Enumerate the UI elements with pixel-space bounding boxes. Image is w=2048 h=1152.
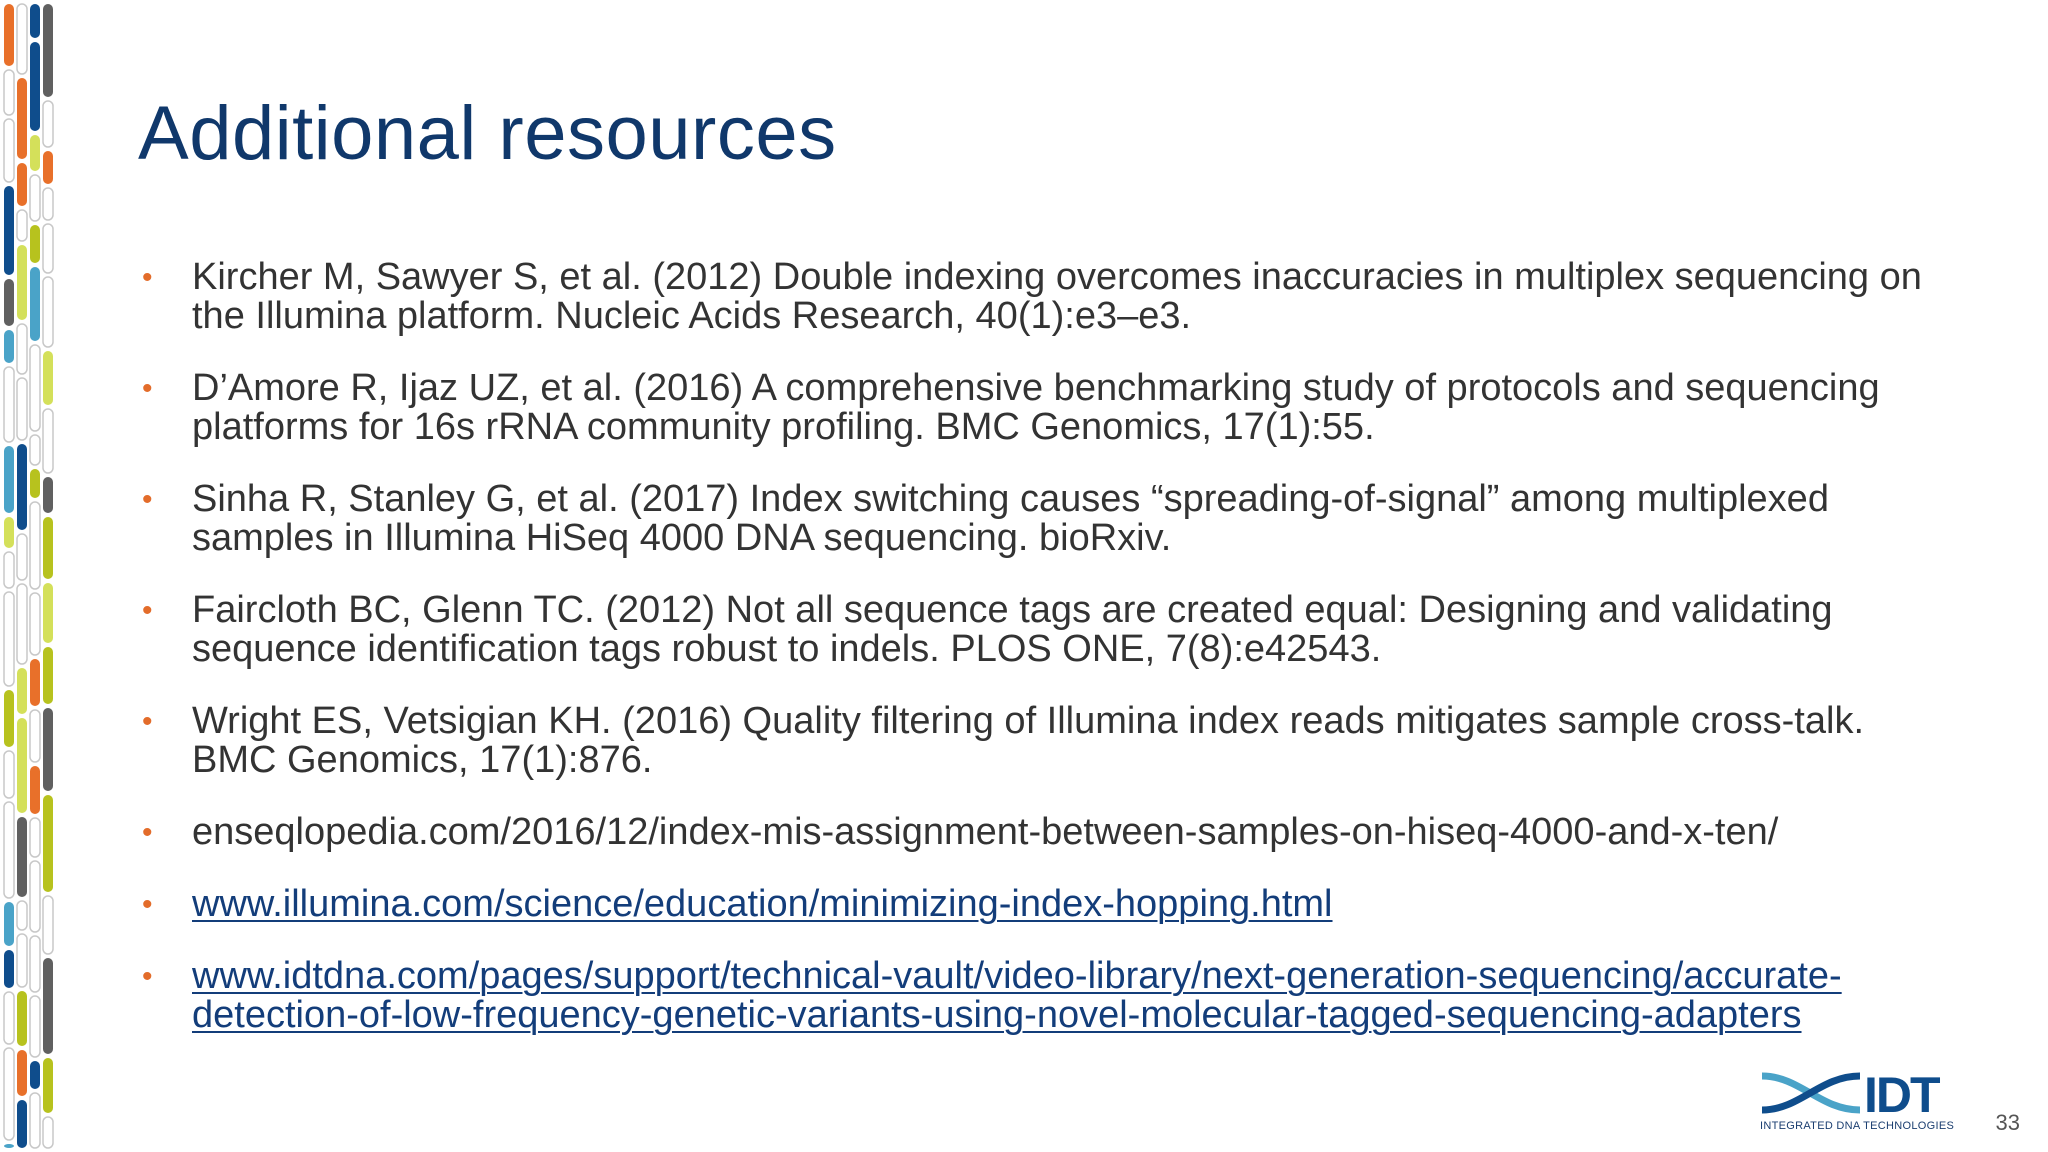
deco-bar [30, 1061, 40, 1089]
deco-bar [17, 991, 27, 1046]
bullet-icon: • [142, 483, 153, 516]
bullet-icon: • [142, 960, 153, 993]
reference-text: Faircloth BC, Glenn TC. (2012) Not all sequence tags are created equal: Designing and validating sequence identification tags robust to indels. PLOS ONE, 7(8):e42543. [192, 589, 1833, 670]
deco-bar [43, 409, 53, 473]
deco-bar [17, 4, 27, 74]
deco-bar [17, 934, 27, 987]
deco-bar [43, 188, 53, 220]
deco-bar [4, 950, 14, 988]
reference-item [138, 258, 1928, 336]
deco-bar [4, 1144, 14, 1148]
bullet-icon: • [142, 372, 153, 405]
deco-bar [30, 710, 40, 762]
bullet-icon: • [142, 705, 153, 738]
reference-link-item [138, 957, 1928, 1035]
reference-item [138, 702, 1928, 780]
reference-item [138, 369, 1928, 447]
deco-bar [30, 659, 40, 706]
deco-bar [30, 4, 40, 38]
deco-bar [30, 766, 40, 814]
reference-text: Sinha R, Stanley G, et al. (2017) Index switching causes “spreading-of-signal” among multiplexed samples in Illumina HiSeq 4000 DNA sequencing. bioRxiv. [192, 478, 1829, 559]
deco-bar [30, 861, 40, 932]
deco-bar [4, 592, 14, 686]
deco-bar [4, 330, 14, 363]
reference-text: Kircher M, Sawyer S, et al. (2012) Double indexing overcomes inaccuracies in multiplex sequencing on the Illumina platform. Nucleic Acids Research, 40(1):e3–e3. [192, 256, 1922, 337]
deco-bar [43, 647, 53, 704]
deco-bar [17, 444, 27, 530]
deco-bar [4, 4, 14, 66]
reference-link-item [138, 885, 1928, 924]
deco-bar [30, 593, 40, 655]
deco-bar [4, 1048, 14, 1140]
deco-bar [17, 584, 27, 664]
deco-bar [4, 751, 14, 798]
deco-bar [43, 1058, 53, 1113]
deco-bar [30, 996, 40, 1057]
deco-bar [4, 690, 14, 747]
deco-bar [4, 279, 14, 326]
deco-bar [43, 517, 53, 579]
reference-list [138, 258, 1928, 1068]
deco-bar [43, 1117, 53, 1148]
bullet-icon: • [142, 261, 153, 294]
deco-bar [43, 896, 53, 954]
deco-bar [43, 708, 53, 791]
illumina-link[interactable]: www.illumina.com/science/education/minimizing-index-hopping.html [192, 883, 1333, 925]
deco-bar [30, 818, 40, 857]
deco-bar [30, 345, 40, 431]
deco-bar [17, 1050, 27, 1096]
deco-bar [17, 245, 27, 320]
deco-bar [43, 583, 53, 643]
reference-text: enseqlopedia.com/2016/12/index-mis-assignment-between-samples-on-hiseq-4000-and-x-ten/ [192, 811, 1779, 853]
deco-bar [17, 718, 27, 813]
deco-bar [17, 78, 27, 159]
deco-bar [43, 351, 53, 405]
deco-bar [30, 435, 40, 465]
deco-bar [17, 163, 27, 206]
deco-bar [43, 277, 53, 347]
deco-bar [17, 210, 27, 241]
page-number: 33 [1995, 1110, 2020, 1135]
deco-bar [4, 119, 14, 182]
deco-bar [17, 534, 27, 580]
deco-bar [43, 151, 53, 184]
deco-bar [30, 1093, 40, 1148]
deco-bar [4, 992, 14, 1044]
deco-bar [4, 446, 14, 513]
logo-subtitle: INTEGRATED DNA TECHNOLOGIES [1760, 1120, 1955, 1132]
reference-text: Wright ES, Vetsigian KH. (2016) Quality filtering of Illumina index reads mitigates sample cross-talk. BMC Genomics, 17(1):876. [192, 700, 1864, 781]
idt-logo [1760, 1068, 1976, 1134]
deco-bar [4, 802, 14, 898]
deco-bar [4, 902, 14, 946]
reference-item [138, 591, 1928, 669]
deco-bar [4, 517, 14, 548]
deco-bar [43, 224, 53, 273]
deco-bar [30, 135, 40, 171]
deco-bar [30, 469, 40, 498]
idtdna-link[interactable]: www.idtdna.com/pages/support/technical-vault/video-library/next-generation-sequencing/accurate-detection-of-low-frequency-genetic-variants-using-novel-molecular-tagged-sequencing-adapters [192, 955, 1842, 1036]
deco-bar [43, 4, 53, 97]
reference-item [138, 813, 1928, 852]
deco-bar [30, 225, 40, 263]
bullet-icon: • [142, 816, 153, 849]
deco-bar [30, 175, 40, 221]
deco-bar [17, 817, 27, 897]
deco-bar [43, 477, 53, 513]
deco-bar [17, 901, 27, 930]
reference-text: D’Amore R, Ijaz UZ, et al. (2016) A comprehensive benchmarking study of protocols and sequencing platforms for 16s rRNA community profiling. BMC Genomics, 17(1):55. [192, 367, 1880, 448]
deco-bar [30, 936, 40, 992]
deco-bar [4, 70, 14, 115]
deco-bar [17, 668, 27, 714]
deco-bar [17, 1100, 27, 1148]
deco-bar [30, 267, 40, 341]
deco-bar [4, 552, 14, 588]
deco-bar [30, 42, 40, 131]
logo-wordmark: IDT [1864, 1068, 1939, 1118]
deco-bar [30, 502, 40, 589]
deco-bar [17, 324, 27, 374]
bullet-icon: • [142, 594, 153, 627]
deco-bar [17, 378, 27, 440]
deco-bar [43, 795, 53, 892]
deco-bar [43, 958, 53, 1054]
decorative-dna-bars [0, 0, 60, 1152]
dna-helix-icon [1760, 1068, 1976, 1118]
slide-title: Additional resources [138, 91, 837, 176]
bullet-icon: • [142, 888, 153, 921]
deco-bar [4, 186, 14, 275]
deco-bar [43, 101, 53, 147]
deco-bar [4, 367, 14, 442]
reference-item [138, 480, 1928, 558]
